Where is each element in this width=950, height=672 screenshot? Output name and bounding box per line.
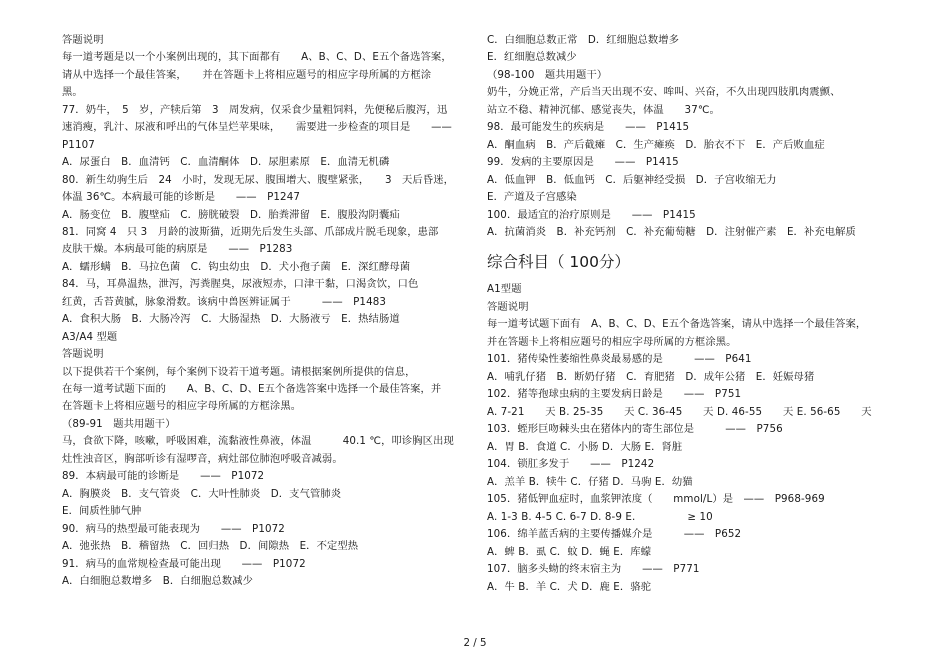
text-line: P1107 xyxy=(62,138,95,151)
text-line: 99．发病的主要原因是 —— P1415 xyxy=(487,156,679,169)
text-line: 体温 36℃。本病最可能的诊断是 —— P1247 xyxy=(62,191,300,204)
text-line: A. 1-3 B. 4-5 C. 6-7 D. 8-9 E. ≥ 10 xyxy=(487,510,713,523)
text-line: 在答题卡上将相应题号的相应字母所属的方框涂黑。 xyxy=(62,400,302,413)
text-line: A．羔羊 B．犊牛 C．仔猪 D．马驹 E．幼猫 xyxy=(487,475,693,488)
text-line: A1型题 xyxy=(487,283,522,295)
text-line: A．胃 B．食道 C．小肠 D．大肠 E．肾脏 xyxy=(487,440,683,453)
text-line: 站立不稳、精神沉郁、感觉丧失，体温 37℃。 xyxy=(487,103,720,116)
text-line: E．红细胞总数减少 xyxy=(487,51,577,64)
text-line: 91．病马的血常规检查最可能出现 —— P1072 xyxy=(62,557,306,570)
text-line: C．白细胞总数正常 D．红细胞总数增多 xyxy=(487,34,680,46)
text-line: A3/A4 型题 xyxy=(62,330,118,343)
text-line: 77．奶牛， 5 岁，产犊后第 3 周发病，仅采食少量粗饲料，先便秘后腹泻，迅 xyxy=(62,103,448,116)
text-line: A．牛 B．羊 C．犬 D．鹿 E．骆驼 xyxy=(487,580,652,593)
text-line: A．抗菌消炎 B．补充钙剂 C．补充葡萄糖 D．注射催产素 E．补充电解质 xyxy=(487,225,856,238)
text-line: A．酮血病 B．产后截瘫 C．生产瘫痪 D．胎衣不下 E．产后败血症 xyxy=(487,138,825,151)
text-line: A．食积大肠 B．大肠冷泻 C．大肠湿热 D．大肠液亏 E．热结肠道 xyxy=(62,313,400,326)
section-title: 综合科目（ 100分） xyxy=(487,253,631,271)
text-line: 灶性浊音区，胸部听诊有湿啰音，病灶部位肺泡呼吸音减弱。 xyxy=(62,452,343,465)
text-line: A．低血钾 B．低血钙 C．后躯神经受损 D．子宫收缩无力 xyxy=(487,173,777,186)
text-line: （98-100 题共用题干） xyxy=(487,68,608,81)
text-line: 黑。 xyxy=(62,86,83,99)
text-line: 奶牛，分娩正常，产后当天出现不安、哞叫、兴奋，不久出现四肢肌肉震颤、 xyxy=(487,86,841,99)
text-line: 107．脑多头蚴的终末宿主为 —— P771 xyxy=(487,563,700,575)
text-line: 皮肤干燥。本病最可能的病原是 —— P1283 xyxy=(62,243,293,256)
text-line: A．哺乳仔猪 B．断奶仔猪 C．育肥猪 D．成年公猪 E．妊娠母猪 xyxy=(487,370,815,383)
text-line: 81．同窝 4 只 3 月龄的波斯猫，近期先后发生头部、爪部成片脱毛现象，患部 xyxy=(62,225,439,238)
text-line: 每一道考题是以一个小案例出现的，其下面都有 A、B、C、D、E五个备选答案， xyxy=(62,51,452,64)
text-line: A．蜱 B．虱 C．蚊 D．蝇 E．库蠓 xyxy=(487,545,652,558)
text-line: A．蠕形螨 B．马拉色菌 C．钩虫幼虫 D．犬小孢子菌 E．深红酵母菌 xyxy=(62,260,411,273)
text-line: E．间质性肺气肿 xyxy=(62,505,142,518)
text-line: 马，食欲下降，咳嗽，呼吸困难，流黏液性鼻液，体温 40.1 ℃，叩诊胸区出现 xyxy=(62,435,454,448)
text-line: 100．最适宜的治疗原则是 —— P1415 xyxy=(487,208,696,221)
text-line: 请从中选择一个最佳答案， 并在答题卡上将相应题号的相应字母所属的方框涂 xyxy=(62,68,432,81)
text-line: A．弛张热 B．稽留热 C．回归热 D．间隙热 E．不定型热 xyxy=(62,540,359,553)
text-line: 105．猪低钾血症时，血浆钾浓度（ mmol/L）是 —— P968-969 xyxy=(487,493,825,505)
text-line: 红黄，舌苔黄腻，脉象滑数。该病中兽医辨证属于 —— P1483 xyxy=(62,295,387,308)
text-line: E．产道及子宫感染 xyxy=(487,191,577,204)
text-line: 答题说明 xyxy=(62,348,104,361)
text-line: 98．最可能发生的疾病是 —— P1415 xyxy=(487,121,690,134)
text-line: A．胸膜炎 B．支气管炎 C．大叶性肺炎 D．支气管肺炎 xyxy=(62,487,342,500)
text-line: A．白细胞总数增多 B．白细胞总数减少 xyxy=(62,574,254,587)
text-line: 速消瘦，乳汁、尿液和呼出的气体呈烂苹果味， 需要进一步检查的项目是 —— xyxy=(62,121,452,134)
text-line: 102．猪等孢球虫病的主要发病日龄是 —— P751 xyxy=(487,388,742,400)
text-line: 80．新生幼驹生后 24 小时，发现无尿、腹围增大、腹壁紧张， 3 天后昏迷， xyxy=(62,173,454,186)
text-line: 并在答题卡上将相应题号的相应字母所属的方框涂黑。 xyxy=(487,335,737,348)
text-line: 在每一道考试题下面的 A、B、C、D、E五个备选答案中选择一个最佳答案，并 xyxy=(62,383,442,395)
text-line: 84．马，耳鼻温热，泄泻，泻粪腥臭，尿液短赤，口津干黏，口渴贪饮，口色 xyxy=(62,278,419,291)
text-line: 104．锁肛多发于 —— P1242 xyxy=(487,458,655,470)
text-line: 101．猪传染性萎缩性鼻炎最易感的是 —— P641 xyxy=(487,353,752,365)
text-line: 103．蛭形巨吻棘头虫在猪体内的寄生部位是 —— P756 xyxy=(487,423,783,435)
text-line: A．尿蛋白 B．血清钙 C．血清酮体 D．尿胆素原 E．血清无机磷 xyxy=(62,156,390,169)
text-line: A．肠变位 B．腹壁疝 C．膀胱破裂 D．胎粪滞留 E．腹股沟阴囊疝 xyxy=(62,208,400,221)
text-line: （89-91 题共用题干） xyxy=(62,417,176,430)
text-line: 答题说明 xyxy=(62,34,104,46)
page-number: 2 / 5 xyxy=(463,637,487,649)
text-line: 90．病马的热型最可能表现为 —— P1072 xyxy=(62,522,285,535)
text-line: 答题说明 xyxy=(487,300,529,313)
text-line: 以下提供若干个案例，每个案例下设若干道考题。请根据案例所提供的信息， xyxy=(62,365,416,378)
text-line: 106．绵羊蓝舌病的主要传播媒介是 —— P652 xyxy=(487,528,742,540)
text-line: A. 7-21 天 B. 25-35 天 C. 36-45 天 D. 46-55 天 E. 56-65 天 xyxy=(487,405,872,418)
text-line: 每一道考试题下面有 A、B、C、D、E五个备选答案，请从中选择一个最佳答案， xyxy=(487,318,867,330)
text-line: 89．本病最可能的诊断是 —— P1072 xyxy=(62,470,265,483)
